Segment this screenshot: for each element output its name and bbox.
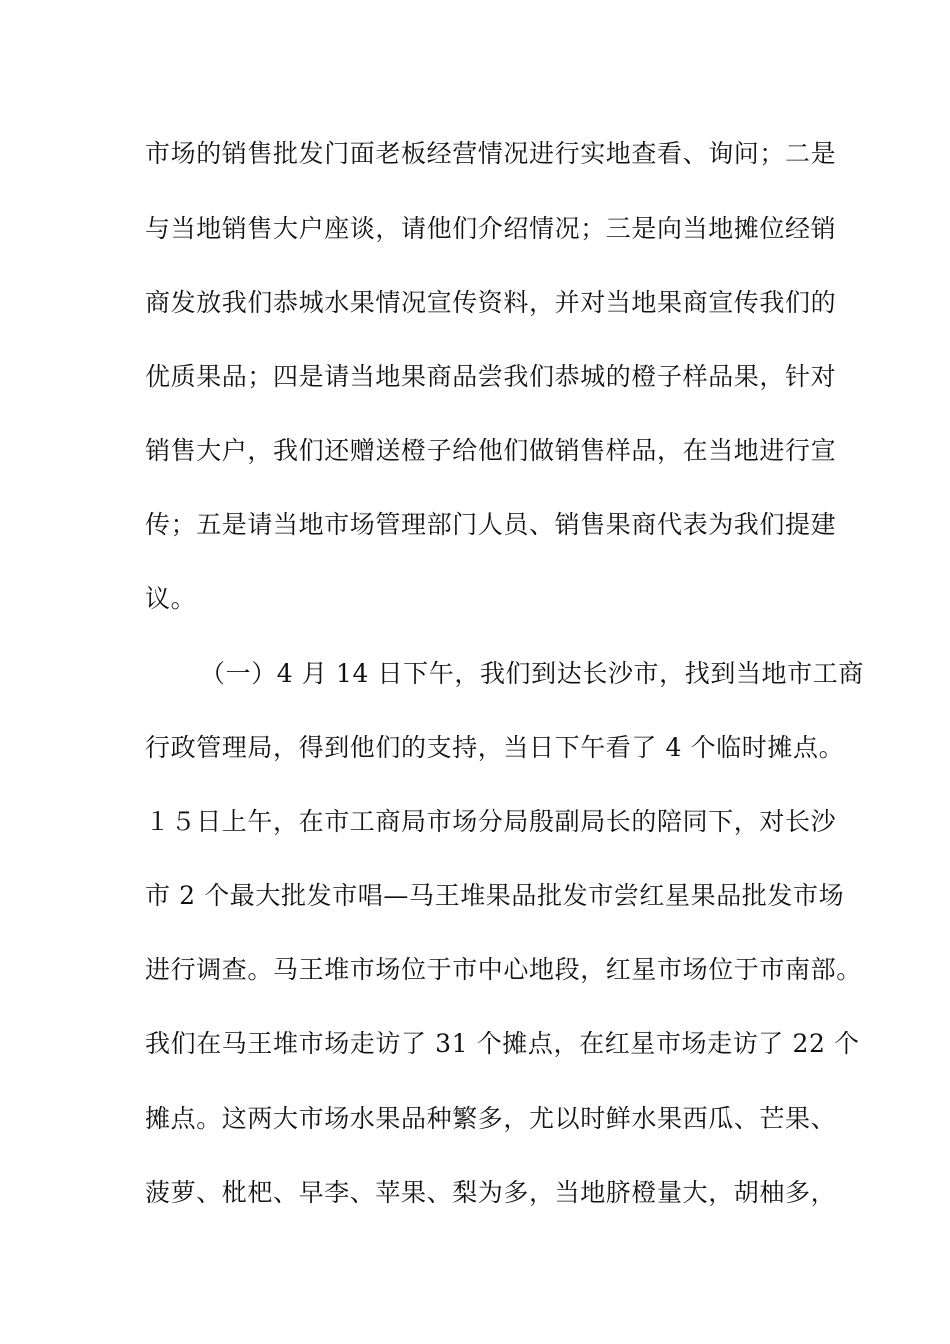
text-line: 菠萝、枇杷、早李、苹果、梨为多，当地脐橙量大，胡柚多， xyxy=(145,1178,837,1207)
text-line: 进行调查。马王堆市场位于市中心地段，红星市场位于市南部。 xyxy=(145,955,862,984)
text-line: 商发放我们恭城水果情况宣传资料，并对当地果商宣传我们的 xyxy=(145,288,837,317)
text-line: 传；五是请当地市场管理部门人员、销售果商代表为我们提建 xyxy=(145,510,837,539)
text-line: 摊点。这两大市场水果品种繁多，尤以时鲜水果西瓜、芒果、 xyxy=(145,1104,837,1133)
text-line: 我们在马王堆市场走访了 31 个摊点，在红星市场走访了 22 个 xyxy=(145,1029,860,1058)
paragraph-first-line: （一）4 月 14 日下午，我们到达长沙市，找到当地市工商 xyxy=(200,659,864,688)
text-line: 与当地销售大户座谈，请他们介绍情况；三是向当地摊位经销 xyxy=(145,214,837,243)
text-line: 市 2 个最大批发市唱—马王堆果品批发市尝红星果品批发市场 xyxy=(145,881,845,910)
text-line: 市场的销售批发门面老板经营情况进行实地查看、询问；二是 xyxy=(145,139,837,168)
text-line: 议。 xyxy=(145,584,197,613)
text-line: 优质果品；四是请当地果商品尝我们恭城的橙子样品果，针对 xyxy=(145,362,837,391)
text-line: １５日上午，在市工商局市场分局殷副局长的陪同下，对长沙 xyxy=(145,807,837,836)
text-line: 行政管理局，得到他们的支持，当日下午看了 4 个临时摊点。 xyxy=(145,733,845,762)
text-line: 销售大户，我们还赠送橙子给他们做销售样品，在当地进行宣 xyxy=(145,436,837,465)
